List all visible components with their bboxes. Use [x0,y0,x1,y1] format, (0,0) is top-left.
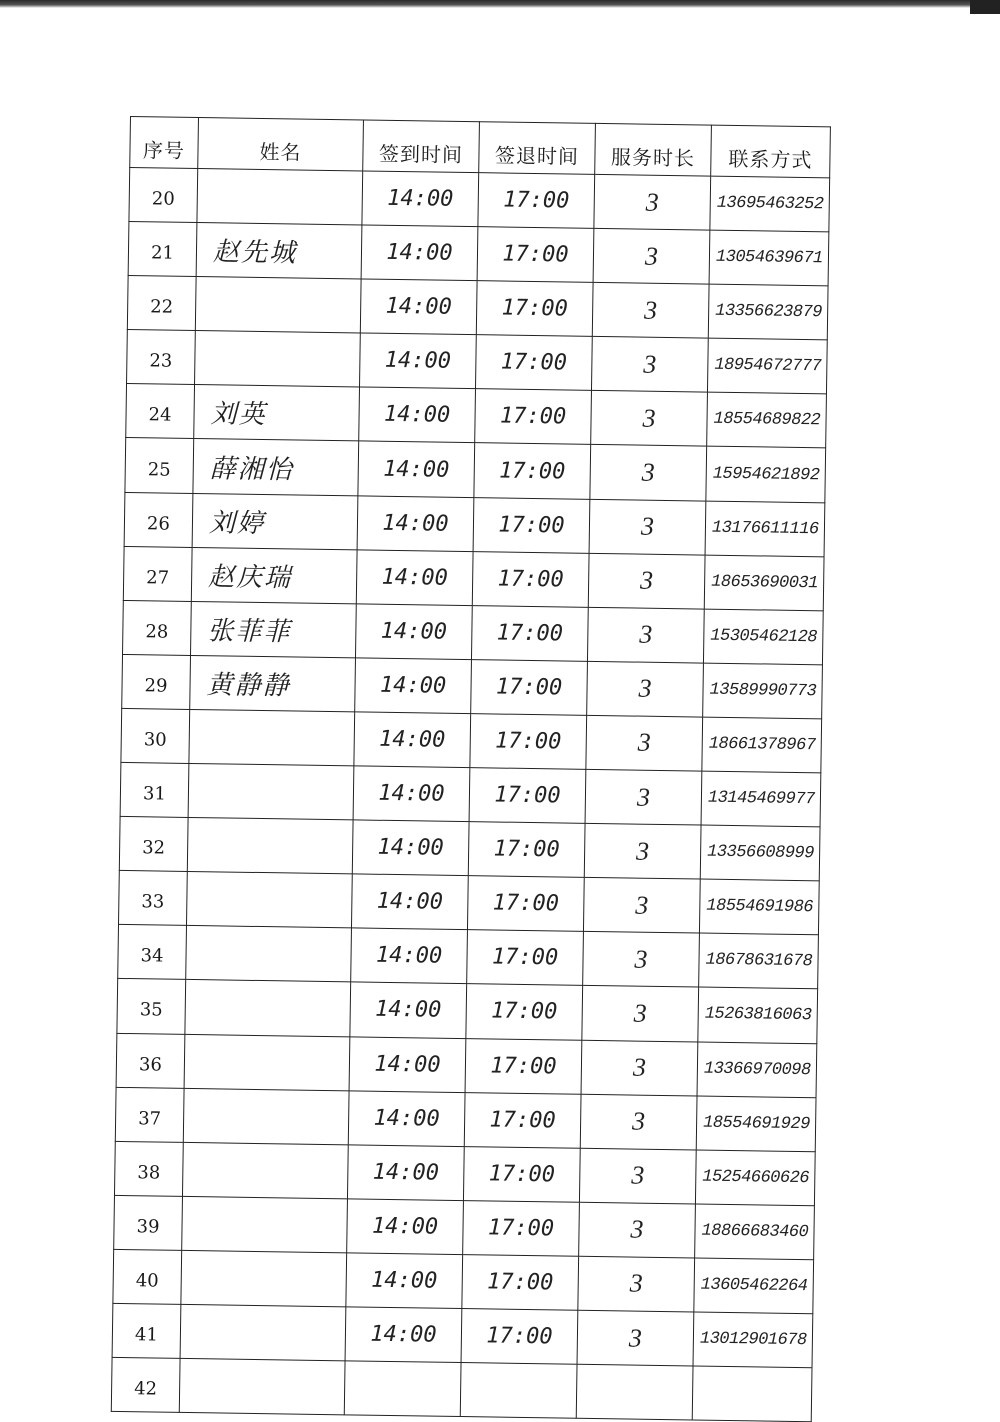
row-sign-out-time: 17:00 [463,1200,580,1256]
row-contact-phone: 13145469977 [701,771,821,827]
row-duration: 3 [587,607,704,663]
row-duration: 3 [591,391,708,447]
row-sign-out-time [460,1363,577,1419]
row-duration: 3 [579,1202,696,1258]
row-contact-phone: 15305462128 [703,609,823,665]
row-name-signature [186,926,352,983]
row-sign-in-time: 14:00 [355,658,472,714]
row-sign-out-time: 17:00 [462,1254,579,1310]
row-sign-out-time: 17:00 [475,335,592,391]
row-sign-out-time: 17:00 [467,930,584,986]
row-seq: 21 [128,222,197,277]
row-seq: 37 [115,1087,184,1142]
row-sign-in-time: 14:00 [360,333,477,389]
row-sign-in-time: 14:00 [352,820,469,876]
row-name-signature: 赵庆瑞 [191,547,357,604]
row-name-signature [184,1034,350,1091]
row-seq: 30 [121,708,190,763]
row-name-signature [188,763,354,820]
row-contact-phone: 18866683460 [695,1204,815,1260]
row-name-signature: 薛湘怡 [193,439,359,496]
row-sign-out-time: 17:00 [478,173,595,229]
row-seq: 34 [118,925,187,980]
row-sign-out-time: 17:00 [466,984,583,1040]
row-duration: 3 [583,878,700,934]
row-contact-phone: 18554691986 [699,879,819,935]
row-name-signature [195,277,361,334]
scan-top-edge [0,0,1000,8]
row-contact-phone: 13605462264 [694,1258,814,1314]
row-sign-out-time: 17:00 [467,876,584,932]
row-sign-out-time: 17:00 [472,551,589,607]
table-row [111,1357,812,1421]
row-name-signature [187,818,353,875]
row-sign-out-time: 17:00 [477,227,594,283]
row-sign-in-time: 14:00 [345,1307,462,1363]
row-sign-out-time: 17:00 [474,443,591,499]
row-sign-in-time: 14:00 [358,441,475,497]
row-name-signature: 赵先城 [196,223,362,280]
row-seq: 36 [116,1033,185,1088]
row-duration: 3 [591,337,708,393]
row-sign-in-time: 14:00 [347,1199,464,1255]
row-name-signature [179,1358,345,1415]
row-contact-phone: 15254660626 [695,1150,815,1206]
row-duration: 3 [578,1256,695,1312]
header-contact: 联系方式 [711,125,831,178]
row-sign-in-time: 14:00 [346,1253,463,1309]
row-contact-phone: 18661378967 [702,717,822,773]
row-sign-in-time: 14:00 [361,225,478,281]
row-sign-in-time: 14:00 [350,982,467,1038]
row-sign-in-time: 14:00 [356,550,473,606]
row-seq: 23 [127,330,196,385]
row-contact-phone: 13366970098 [697,1042,817,1098]
row-name-signature [186,872,352,929]
row-duration [576,1364,693,1420]
row-duration: 3 [588,553,705,609]
scan-corner-mark [970,0,1000,14]
row-sign-out-time: 17:00 [471,605,588,661]
row-sign-in-time: 14:00 [351,928,468,984]
row-duration: 3 [593,228,710,284]
row-contact-phone: 18954672777 [707,338,827,394]
row-duration: 3 [584,823,701,879]
row-seq: 41 [112,1303,181,1358]
row-contact-phone: 13054639671 [709,230,829,286]
row-duration: 3 [589,499,706,555]
row-seq: 32 [119,817,188,872]
row-sign-out-time: 17:00 [469,768,586,824]
row-contact-phone: 15263816063 [698,987,818,1043]
row-contact-phone: 15954621892 [706,447,826,503]
row-name-signature [183,1088,349,1145]
row-name-signature [195,331,361,388]
row-name-signature: 刘婷 [192,493,358,550]
row-duration: 3 [581,1040,698,1096]
sign-in-sheet-table [111,116,831,1422]
row-contact-phone: 18653690031 [704,555,824,611]
row-name-signature: 黄静静 [190,655,356,712]
row-seq: 20 [129,168,198,223]
row-duration: 3 [585,769,702,825]
row-seq: 35 [117,979,186,1034]
row-duration: 3 [580,1094,697,1150]
row-name-signature [189,709,355,766]
row-sign-out-time: 17:00 [476,281,593,337]
row-contact-phone: 13356608999 [700,825,820,881]
row-sign-out-time: 17:00 [475,389,592,445]
row-sign-in-time: 14:00 [357,495,474,551]
row-sign-in-time: 14:00 [354,712,471,768]
row-sign-in-time: 14:00 [355,604,472,660]
row-contact-phone: 13695463252 [710,176,830,232]
row-sign-out-time: 17:00 [465,1038,582,1094]
row-name-signature [181,1250,347,1307]
row-name-signature [180,1304,346,1361]
row-name-signature [185,980,351,1037]
row-contact-phone [692,1366,812,1422]
row-seq: 40 [113,1249,182,1304]
row-duration: 3 [577,1310,694,1366]
header-duration: 服务时长 [595,123,712,176]
row-sign-in-time: 14:00 [353,766,470,822]
row-seq: 22 [127,276,196,331]
row-contact-phone: 13589990773 [703,663,823,719]
row-seq: 31 [120,762,189,817]
row-sign-out-time: 17:00 [464,1092,581,1148]
row-sign-out-time: 17:00 [463,1146,580,1202]
row-duration: 3 [583,932,700,988]
row-name-signature: 张菲菲 [191,601,357,658]
row-contact-phone: 18554691929 [696,1096,816,1152]
header-seq: 序号 [130,117,199,169]
row-seq: 28 [123,600,192,655]
row-seq: 24 [126,384,195,439]
row-sign-in-time: 14:00 [348,1090,465,1146]
row-sign-in-time: 14:00 [362,171,479,227]
row-name-signature: 刘英 [194,385,360,442]
row-sign-out-time: 17:00 [470,714,587,770]
row-duration: 3 [582,986,699,1042]
header-sign-out: 签退时间 [479,122,596,175]
row-sign-out-time: 17:00 [471,659,588,715]
row-seq: 33 [119,871,188,926]
header-name: 姓名 [198,118,364,171]
row-seq: 39 [114,1195,183,1250]
row-duration: 3 [587,661,704,717]
row-sign-in-time [344,1361,461,1417]
row-duration: 3 [579,1148,696,1204]
header-sign-in: 签到时间 [363,120,480,173]
row-contact-phone: 18678631678 [699,933,819,989]
row-seq: 29 [122,654,191,709]
row-seq: 26 [124,492,193,547]
row-name-signature [182,1196,348,1253]
row-sign-in-time: 14:00 [360,279,477,335]
row-contact-phone: 18554689822 [707,392,827,448]
row-contact-phone: 13176611116 [705,501,825,557]
row-sign-out-time: 17:00 [468,822,585,878]
row-name-signature [197,169,363,226]
row-sign-out-time: 17:00 [461,1309,578,1365]
row-sign-out-time: 17:00 [473,497,590,553]
row-duration: 3 [592,283,709,339]
row-duration: 3 [586,715,703,771]
row-contact-phone: 13012901678 [693,1312,813,1368]
row-duration: 3 [594,174,711,230]
row-contact-phone: 13356623879 [708,284,828,340]
row-duration: 3 [590,445,707,501]
row-sign-in-time: 14:00 [349,1036,466,1092]
row-seq: 42 [111,1357,180,1412]
row-seq: 38 [114,1141,183,1196]
row-sign-in-time: 14:00 [347,1145,464,1201]
row-sign-in-time: 14:00 [359,387,476,443]
row-seq: 27 [123,546,192,601]
row-seq: 25 [125,438,194,493]
row-name-signature [182,1142,348,1199]
row-sign-in-time: 14:00 [351,874,468,930]
